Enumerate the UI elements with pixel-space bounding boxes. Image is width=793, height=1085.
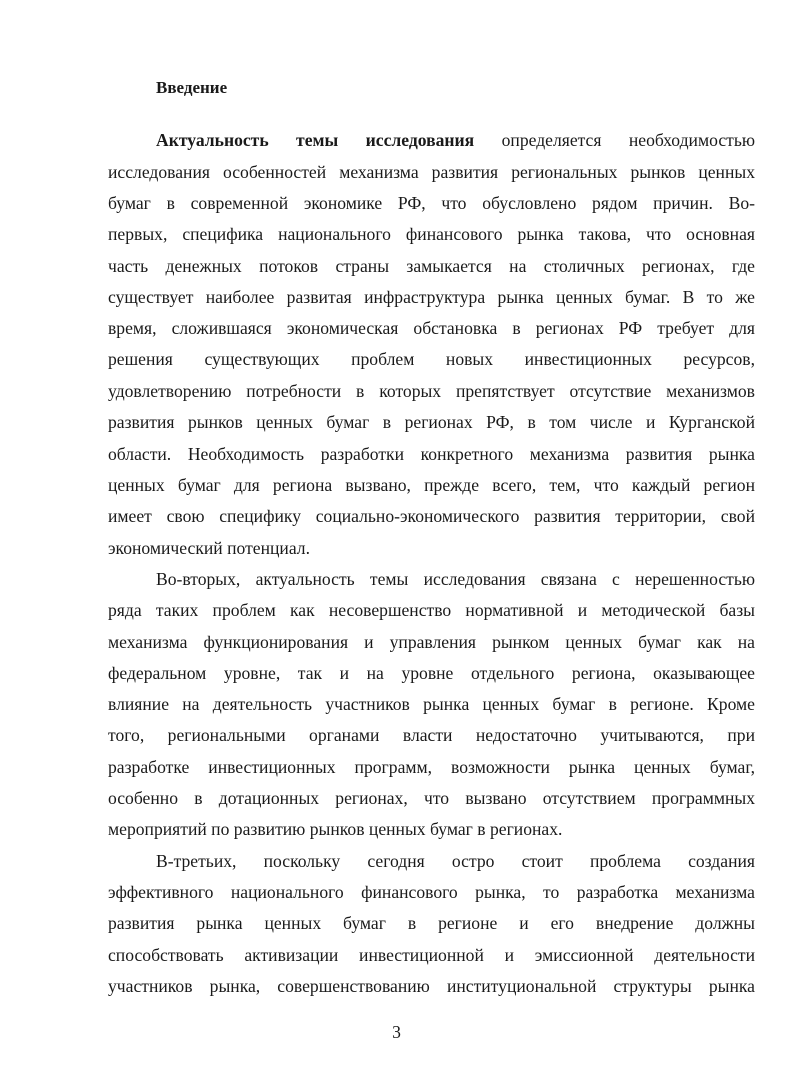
paragraph-1-line-10: развития рынков ценных бумаг в регионах РФ, в том числе и Курганской bbox=[108, 412, 755, 432]
paragraph-1-line-1 bbox=[156, 128, 755, 152]
paragraph-1-line-13: имеет свою специфику социально-экономического развития территории, свой bbox=[108, 506, 755, 526]
paragraph-2-line-1: Во-вторых, актуальность темы исследования связана с нерешенностью bbox=[156, 569, 755, 589]
paragraph-2-line-6: того, региональными органами власти недостаточно учитываются, при bbox=[108, 725, 755, 745]
paragraph-3-line-2: эффективного национального финансового рынка, то разработка механизма bbox=[108, 882, 755, 902]
paragraph-1-line-14: экономический потенциал. bbox=[108, 538, 310, 558]
paragraph-1-line-11: области. Необходимость разработки конкретного механизма развития рынка bbox=[108, 444, 755, 464]
paragraph-2-line-5: влияние на деятельность участников рынка ценных бумаг в регионе. Кроме bbox=[108, 694, 755, 714]
section-heading: Введение bbox=[156, 78, 228, 97]
paragraph-2-line-8: особенно в дотационных регионах, что вызвано отсутствием программных bbox=[108, 788, 755, 808]
paragraph-3-line-3: развития рынка ценных бумаг в регионе и его внедрение должны bbox=[108, 913, 755, 933]
paragraph-1-line-7: время, сложившаяся экономическая обстановка в регионах РФ требует для bbox=[108, 318, 755, 338]
paragraph-1-line-1-text: определяется необходимостью bbox=[474, 130, 755, 150]
paragraph-2-line-9: мероприятий по развитию рынков ценных бумаг в регионах. bbox=[108, 819, 563, 839]
paragraph-1-line-6: существует наиболее развитая инфраструктура рынка ценных бумаг. В то же bbox=[108, 287, 755, 307]
paragraph-1-line-5: часть денежных потоков страны замыкается на столичных регионах, где bbox=[108, 256, 755, 276]
paragraph-1-line-2: исследования особенностей механизма развития региональных рынков ценных bbox=[108, 162, 755, 182]
paragraph-1-line-3: бумаг в современной экономике РФ, что обусловлено рядом причин. Во- bbox=[108, 193, 755, 213]
topic-relevance-bold: Актуальность темы исследования bbox=[156, 130, 475, 150]
paragraph-3-line-1: В-третьих, поскольку сегодня остро стоит проблема создания bbox=[156, 851, 755, 871]
page-number: 3 bbox=[392, 1022, 401, 1042]
paragraph-2-line-3: механизма функционирования и управления рынком ценных бумаг как на bbox=[108, 632, 755, 652]
paragraph-3-line-5: участников рынка, совершенствованию институциональной структуры рынка bbox=[108, 976, 755, 996]
paragraph-1-line-4: первых, специфика национального финансового рынка такова, что основная bbox=[108, 224, 755, 244]
paragraph-3-line-4: способствовать активизации инвестиционной и эмиссионной деятельности bbox=[108, 945, 755, 965]
paragraph-1-line-12: ценных бумаг для региона вызвано, прежде всего, тем, что каждый регион bbox=[108, 475, 755, 495]
paragraph-2-line-2: ряда таких проблем как несовершенство нормативной и методической базы bbox=[108, 600, 755, 620]
paragraph-1-line-8: решения существующих проблем новых инвестиционных ресурсов, bbox=[108, 349, 755, 369]
paragraph-2-line-7: разработке инвестиционных программ, возможности рынка ценных бумаг, bbox=[108, 757, 755, 777]
paragraph-2-line-4: федеральном уровне, так и на уровне отдельного региона, оказывающее bbox=[108, 663, 755, 683]
paragraph-1-line-9: удовлетворению потребности в которых препятствует отсутствие механизмов bbox=[108, 381, 755, 401]
